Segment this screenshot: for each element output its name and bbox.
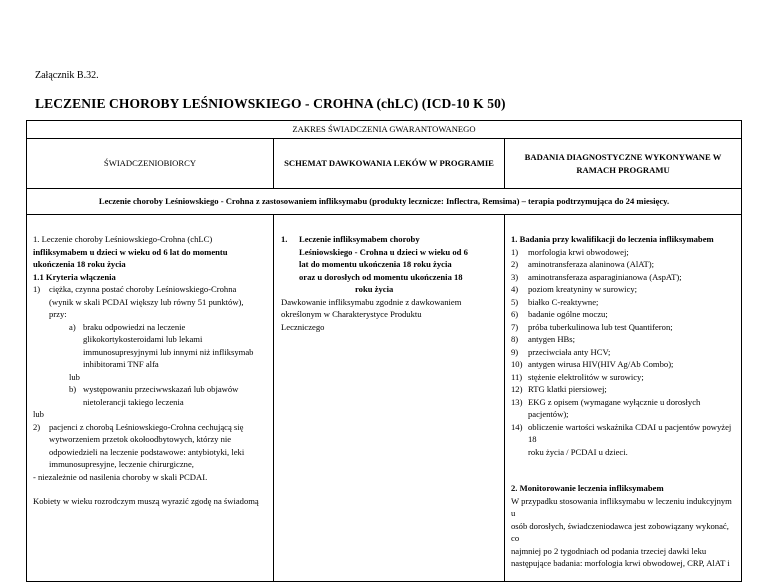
list-number: 10) (511, 359, 523, 369)
list-item (33, 321, 269, 334)
section-heading: 2. Monitorowanie leczenia infliksymabem (511, 483, 664, 493)
program-table (26, 120, 742, 582)
list-text: roku życia (355, 284, 394, 294)
note-text: Kobiety w wieku rozrodczym muszą wyrazić zgodę na świadomą (33, 496, 259, 506)
list-text: wytworzeniem przetok okołoodbytowych, którzy nie (49, 434, 232, 444)
connector-text: lub (69, 371, 80, 382)
list-text: EKG z opisem (wymagane wyłącznie u dorosłych pacjentów); (528, 396, 701, 419)
list-item (33, 283, 269, 296)
page-title: LECZENIE CHOROBY LEŚNIOWSKIEGO - CROHNA (chLC) (ICD-10 K 50) (35, 96, 506, 111)
list-text: roku życia / PCDAI u dzieci. (528, 446, 628, 457)
list-text: antygen HBs; (528, 334, 576, 344)
list-text: próba tuberkulinowa lub test Quantiferon; (528, 321, 673, 332)
paragraph-text: następujące badania: morfologia krwi obwodowej, CRP, AlAT i (511, 558, 730, 568)
table-subheader: Leczenie choroby Leśniowskiego - Crohna z zastosowaniem infliksymabu (produkty lecznicze: Inflectra, Remsima) – terapia podtrzymująca do 24 miesięcy. (27, 189, 742, 215)
list-item (511, 383, 737, 396)
annex-label: Załącznik B.32. (35, 70, 99, 81)
list-item (511, 271, 737, 284)
list-number: 5) (511, 296, 519, 307)
list-text: obliczenie wartości wskaźnika CDAI u pacjentów powyżej 18 (528, 421, 732, 444)
list-item (511, 346, 737, 359)
list-number: 1) (511, 246, 519, 257)
list-text: badanie ogólne moczu; (528, 309, 608, 319)
dosing-text: określonym w Charakterystyce Produktu (281, 309, 422, 319)
list-item (33, 383, 269, 396)
list-item (511, 296, 737, 309)
dosing-cell (274, 215, 505, 582)
list-number: 4) (511, 284, 519, 294)
list-number: 2) (511, 259, 519, 269)
list-text: Leczenie infliksymabem choroby (299, 234, 420, 244)
list-item (511, 308, 737, 321)
list-item (511, 396, 737, 421)
list-text: morfologia krwi obwodowej; (528, 246, 629, 257)
col-header-beneficiaries: ŚWIADCZENIOBIORCY (27, 139, 274, 189)
list-item (281, 233, 499, 246)
list-text: pacjenci z chorobą Leśniowskiego-Crohna cechującą się (49, 421, 244, 432)
paragraph-text: osób dorosłych, świadczeniodawca jest zobowiązany wykonać, co (511, 520, 729, 543)
list-item (511, 283, 737, 296)
diagnostics-cell (505, 215, 742, 582)
list-text: inhibitorami TNF alfa (83, 359, 159, 369)
dosing-text: Dawkowanie infliksymabu zgodnie z dawkowaniem (281, 296, 462, 307)
list-number: 6) (511, 309, 519, 319)
list-number: 1) (33, 284, 41, 294)
list-text: oraz u dorosłych od momentu ukończenia 18 (299, 271, 463, 282)
list-text: immunosupresyjnymi lub innymi niż infliksymab (83, 346, 254, 357)
list-text: stężenie elektrolitów w surowicy; (528, 371, 644, 382)
list-item (511, 421, 737, 446)
list-text: ciężka, czynna postać choroby Leśniowskiego-Crohna (49, 284, 237, 294)
list-item (511, 333, 737, 346)
list-number: 11) (511, 371, 523, 382)
list-text: Leśniowskiego - Crohna u dzieci w wieku od 6 (299, 246, 468, 257)
list-number: 1. (281, 234, 288, 244)
list-number: 13) (511, 396, 523, 407)
criteria-heading: 1.1 Kryteria włączenia (33, 271, 116, 282)
list-text: RTG klatki piersiowej; (528, 384, 607, 394)
list-number: 9) (511, 346, 519, 357)
diagnostics-list (511, 246, 737, 446)
list-item (511, 321, 737, 334)
list-number: 8) (511, 334, 519, 344)
list-text: poziom kreatyniny w surowicy; (528, 284, 638, 294)
list-item (33, 421, 269, 434)
connector-text: lub (33, 409, 44, 419)
list-item (511, 371, 737, 384)
paragraph-text: W przypadku stosowania infliksymabu w leczeniu indukcyjnym u (511, 495, 732, 518)
list-number: 7) (511, 321, 519, 332)
section-heading: 1. Badania przy kwalifikacji do leczenia infliksymabem (511, 234, 714, 244)
dosing-text: Leczniczego (281, 321, 325, 332)
list-item (511, 358, 737, 371)
table-header-zakres: ZAKRES ŚWIADCZENIA GWARANTOWANEGO (27, 121, 742, 139)
list-text: przeciwciała anty HCV; (528, 346, 611, 357)
list-item (511, 258, 737, 271)
list-text: antygen wirusa HIV(HIV Ag/Ab Combo); (528, 359, 674, 369)
list-text: odpowiedzieli na leczenie podstawowe: antybiotyki, leki (49, 446, 245, 457)
list-text: występowaniu przeciwwskazań lub objawów (83, 384, 239, 394)
col-header-diagnostics: BADANIA DIAGNOSTYCZNE WYKONYWANE W RAMACH PROGRAMU (505, 139, 742, 189)
list-letter: a) (69, 321, 76, 332)
list-text: glikokortykosteroidami lub lekami (83, 334, 203, 344)
list-text: przy: (49, 309, 67, 319)
list-item (511, 246, 737, 259)
list-number: 3) (511, 271, 519, 282)
section-title: ukończenia 18 roku życia (33, 259, 126, 269)
list-text: aminotransferaza asparaginianowa (AspAT); (528, 271, 682, 282)
list-text: nietolerancji takiego leczenia (83, 396, 184, 407)
list-number: 14) (511, 421, 523, 432)
col-header-dosing: SCHEMAT DAWKOWANIA LEKÓW W PROGRAMIE (274, 139, 505, 189)
list-text: braku odpowiedzi na leczenie (83, 321, 186, 332)
section-title: 1. Leczenie choroby Leśniowskiego-Crohna (chLC) (33, 234, 213, 244)
list-text: aminotransferaza alaninowa (AlAT); (528, 259, 654, 269)
list-text: białko C-reaktywne; (528, 296, 599, 307)
list-letter: b) (69, 384, 77, 394)
list-text: lat do momentu ukończenia 18 roku życia (299, 259, 452, 269)
list-text: (wynik w skali PCDAI większy lub równy 51 punktów), (49, 296, 244, 307)
list-number: 12) (511, 384, 523, 394)
list-text: immunosupresyjne, leczenie chirurgiczne, (49, 459, 194, 469)
note-text: - niezależnie od nasilenia choroby w skali PCDAI. (33, 471, 208, 482)
list-number: 2) (33, 421, 41, 432)
beneficiaries-cell (27, 215, 274, 582)
section-title: infliksymabem u dzieci w wieku od 6 lat do momentu (33, 246, 228, 257)
paragraph-text: najmniej po 2 tygodniach od podania trzeciej dawki leku (511, 545, 707, 556)
